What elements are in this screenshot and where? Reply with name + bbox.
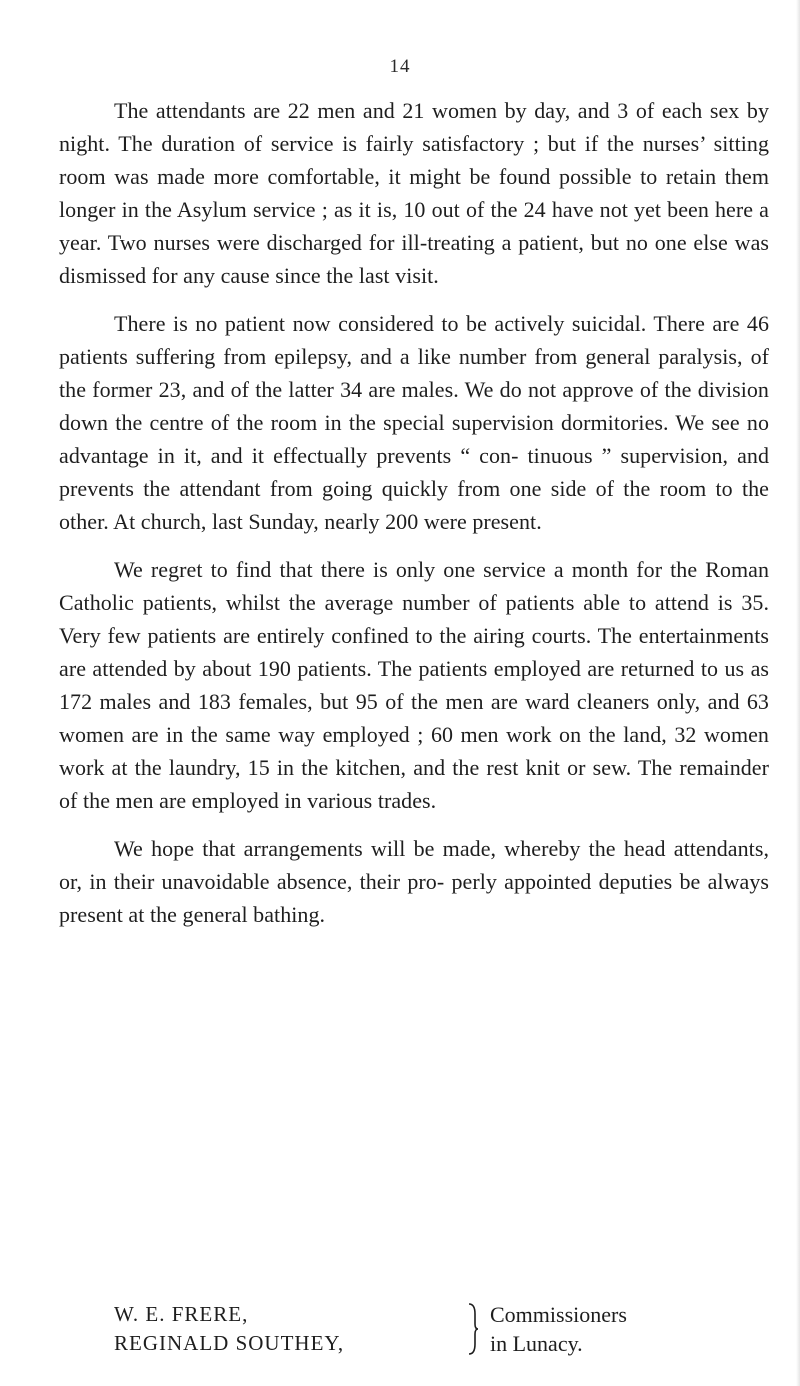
paragraph-bathing: We hope that arrangements will be made, whereby the head attendants, or, in their unavoidable absence, their pro- perly appointed deputies be always present at the general bathing. (59, 836, 769, 927)
paragraph-attendants: The attendants are 22 men and 21 women by day, and 3 of each sex by night. The duration of service is fairly satisfactory ; but if the nurses’ sitting room was made more comfortable, it might be found possible to retain them longer in the Asylum service ; as it is, 10 out of the 24 have not yet been here a year. Two nurses were discharged for ill-treating a patient, but no one else was dismissed for any cause since the last visit. (59, 98, 769, 288)
role-line-1: Commissioners (490, 1302, 627, 1327)
signatory-name-1: W. E. FRERE, (114, 1302, 249, 1326)
paragraph-patients: There is no patient now considered to be actively suicidal. There are 46 patients suffering from epilepsy, and a like number from general paralysis, of the former 23, and of the latter 34 are males. We do not approve of the division down the centre of the room in the special supervision dormitories. We see no advantage in it, and it effectually prevents “ con- tinuous ” supervision, and prevents the attendant from going quickly from one side of the room to the other. At church, last Sunday, nearly 200 were present. (59, 311, 769, 534)
brace-icon (466, 1300, 480, 1358)
page-number: 14 (389, 56, 411, 77)
role-line-2: in Lunacy. (490, 1331, 583, 1356)
paragraph-services: We regret to find that there is only one service a month for the Roman Catholic patients, whilst the average number of patients able to attend is 35. Very few patients are entirely confined to the airing courts. The entertainments are attended by about 190 patients. The patients employed are returned to us as 172 males and 183 females, but 95 of the men are ward cleaners only, and 63 women are in the same way employed ; 60 men work on the land, 32 women work at the laundry, 15 in the kitchen, and the rest knit or sew. The remainder of the men are employed in various trades. (59, 557, 769, 813)
signatory-names (114, 1300, 474, 1358)
report-body (59, 94, 769, 946)
signatory-role (490, 1300, 780, 1358)
signatory-name-2: REGINALD SOUTHEY, (114, 1331, 345, 1355)
page-edge-shadow (796, 0, 800, 1386)
